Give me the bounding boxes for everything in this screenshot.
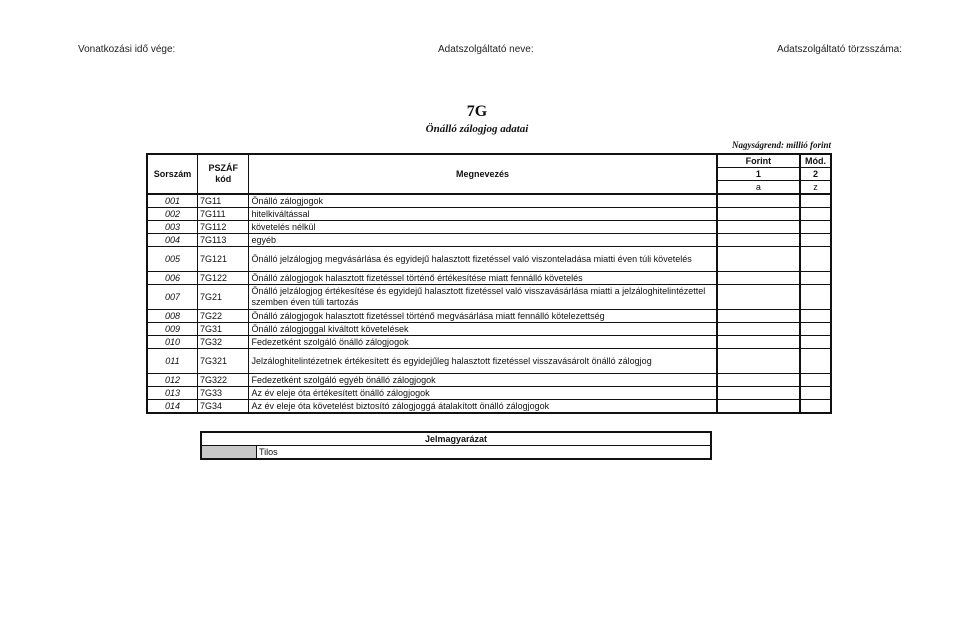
row-pszaf-code: 7G32 [197,336,249,349]
row-sorszam: 008 [147,310,197,323]
row-mod-value[interactable] [800,349,831,374]
row-pszaf-code: 7G33 [197,387,249,400]
table-row [147,272,831,285]
row-forint-value[interactable] [717,272,800,285]
header-reference-period: Vonatkozási idő vége: [78,44,176,55]
row-pszaf-code: 7G121 [197,247,249,272]
row-forint-value[interactable] [717,336,800,349]
row-mod-value[interactable] [800,272,831,285]
table-row [147,323,831,336]
col-header-forint: Forint [717,154,800,168]
row-sorszam: 004 [147,234,197,247]
row-sorszam: 001 [147,194,197,208]
row-megnevezes: Önálló zálogjogok halasztott fizetéssel történő megvásárlása miatt fennálló kötelezettség [249,310,717,323]
unit-label: Nagyságrend: millió forint [731,140,831,150]
row-sorszam: 005 [147,247,197,272]
row-pszaf-code: 7G34 [197,400,249,414]
data-table [146,153,832,414]
row-mod-value[interactable] [800,387,831,400]
row-megnevezes: Önálló jelzálogjog megvásárlása és egyidejű halasztott fizetéssel való viszonteladása miatti éven túli követelés [249,247,717,272]
row-mod-value[interactable] [800,374,831,387]
row-sorszam: 014 [147,400,197,414]
row-forint-value[interactable] [717,349,800,374]
col-header-pszaf: PSZÁF kód [197,154,249,194]
table-row [147,374,831,387]
col-num-mod: 2 [800,168,831,181]
table-row [147,221,831,234]
row-megnevezes: Fedezetként szolgáló önálló zálogjogok [249,336,717,349]
col-letter-forint: a [717,181,800,195]
row-sorszam: 002 [147,208,197,221]
row-mod-value[interactable] [800,247,831,272]
row-mod-value[interactable] [800,194,831,208]
legend-title: Jelmagyarázat [201,432,711,446]
row-megnevezes: Az év eleje óta értékesített önálló zálogjogok [249,387,717,400]
table-row [147,234,831,247]
row-pszaf-code: 7G122 [197,272,249,285]
row-sorszam: 012 [147,374,197,387]
row-forint-value[interactable] [717,234,800,247]
row-megnevezes: Önálló zálogjoggal kiváltott követelések [249,323,717,336]
table-row [147,194,831,208]
row-forint-value[interactable] [717,400,800,414]
row-mod-value[interactable] [800,323,831,336]
table-row [147,208,831,221]
table-row [147,310,831,323]
row-megnevezes: követelés nélkül [249,221,717,234]
row-forint-value[interactable] [717,310,800,323]
row-mod-value[interactable] [800,400,831,414]
row-megnevezes: hitelkiváltással [249,208,717,221]
row-sorszam: 006 [147,272,197,285]
row-forint-value[interactable] [717,194,800,208]
row-mod-value[interactable] [800,234,831,247]
col-header-mod: Mód. [800,154,831,168]
row-megnevezes: Önálló zálogjogok halasztott fizetéssel történő értékesítése miatt fennálló követelés [249,272,717,285]
page-title: 7G [466,103,488,120]
row-mod-value[interactable] [800,221,831,234]
row-forint-value[interactable] [717,221,800,234]
row-pszaf-code: 7G113 [197,234,249,247]
row-megnevezes: Az év eleje óta követelést biztosító zálogjoggá átalakított önálló zálogjogok [249,400,717,414]
table-row [147,336,831,349]
row-forint-value[interactable] [717,387,800,400]
row-megnevezes: Önálló zálogjogok [249,194,717,208]
legend-label: Tilos [257,446,712,460]
legend-swatch [201,446,257,460]
row-pszaf-code: 7G21 [197,285,249,310]
row-mod-value[interactable] [800,208,831,221]
row-sorszam: 011 [147,349,197,374]
row-forint-value[interactable] [717,323,800,336]
col-header-megnevezes: Megnevezés [249,154,717,194]
row-sorszam: 009 [147,323,197,336]
row-mod-value[interactable] [800,310,831,323]
row-megnevezes: Jelzáloghitelintézetnek értékesített és egyidejűleg halasztott fizetéssel visszavásárolt önálló zálogjog [249,349,717,374]
col-num-forint: 1 [717,168,800,181]
legend-table [200,431,712,460]
row-megnevezes: egyéb [249,234,717,247]
row-pszaf-code: 7G111 [197,208,249,221]
row-pszaf-code: 7G22 [197,310,249,323]
row-sorszam: 010 [147,336,197,349]
table-row [147,285,831,310]
col-header-sorszam: Sorszám [147,154,197,194]
table-row [147,349,831,374]
row-forint-value[interactable] [717,208,800,221]
header-provider-id: Adatszolgáltató törzsszáma: [776,44,902,55]
row-pszaf-code: 7G321 [197,349,249,374]
row-pszaf-code: 7G11 [197,194,249,208]
row-forint-value[interactable] [717,285,800,310]
row-mod-value[interactable] [800,336,831,349]
row-sorszam: 007 [147,285,197,310]
row-forint-value[interactable] [717,247,800,272]
row-mod-value[interactable] [800,285,831,310]
page-subtitle: Önálló zálogjog adatai [425,123,529,135]
table-row [147,387,831,400]
row-pszaf-code: 7G112 [197,221,249,234]
col-letter-mod: z [800,181,831,195]
row-pszaf-code: 7G322 [197,374,249,387]
row-megnevezes: Önálló jelzálogjog értékesítése és egyidejű halasztott fizetéssel való visszavásárlása miatti a jelzáloghitelintézettel szemben éven túli tartozás [249,285,717,310]
table-row [147,247,831,272]
row-sorszam: 003 [147,221,197,234]
row-megnevezes: Fedezetként szolgáló egyéb önálló zálogjogok [249,374,717,387]
header-provider-name: Adatszolgáltató neve: [438,44,534,55]
row-sorszam: 013 [147,387,197,400]
row-pszaf-code: 7G31 [197,323,249,336]
table-row [147,400,831,414]
row-forint-value[interactable] [717,374,800,387]
